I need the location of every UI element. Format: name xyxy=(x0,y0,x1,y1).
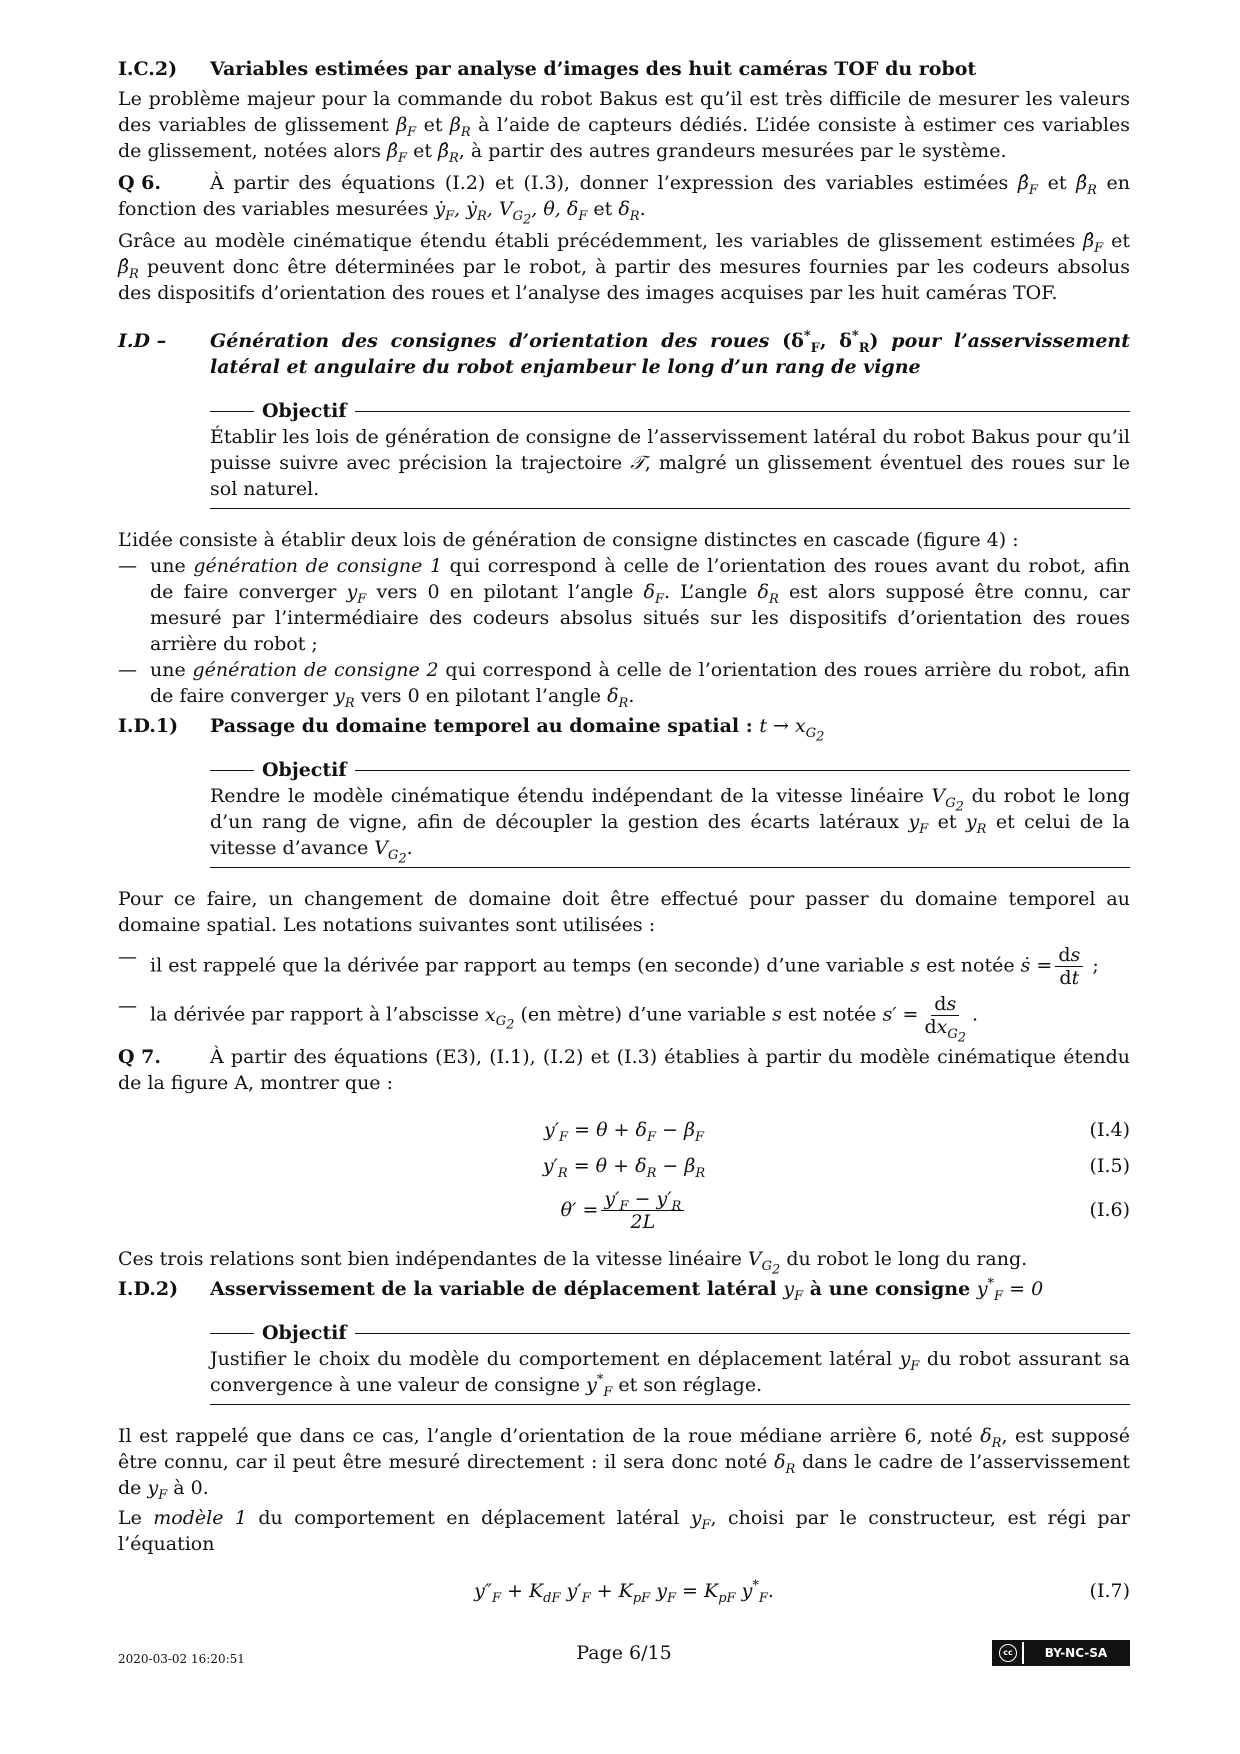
paragraph-rear-wheel: Il est rappelé que dans ce cas, l’angle d’orientation de la roue médiane arrière 6, noté $\delta_R$, est supposé être connu, car il peut être mesuré directement : il sera donc noté $\delta_R$ dans le cadre de l’asservissement de $y_F$ à 0. xyxy=(118,1425,1130,1504)
objective-box-2: Objectif Rendre le modèle cinématique étendu indépendant de la vitesse linéaire $V_{G_2}$ du robot le long d’un rang de vigne, afin de découpler la gestion des écarts latéraux $y_F$ et $y_R$ et celui de la vitesse d’avance $V_{G_2}$. xyxy=(210,759,1130,867)
part-heading-id: I.D – Génération des consignes d’orientation des roues ($\delta^*_F$, $\delta^*_R$) pour l’asservissement latéral et angulaire du robot enjambeur le long d’un rang de vigne xyxy=(118,328,1131,378)
equation-i6: θ′ = $\frac{y'_F - y'_R}{2L}$ (I.6) xyxy=(560,1187,1130,1233)
page-number: Page 6/15 xyxy=(576,1642,672,1664)
equation-i7: $y''_F + K_{dF}$ $y'_F + K_{pF}$ $y_F = K_{pF}$ $y^*_F$. (I.7) xyxy=(474,1579,1130,1607)
cc-icon: cc xyxy=(994,1642,1022,1664)
objective-label: Objectif xyxy=(262,759,347,781)
list-item: — une génération de consigne 2 qui correspond à celle de l’orientation des roues arrière du robot, afin de faire converger $y_R$ vers 0 en pilotant l’angle $\delta_R$. xyxy=(118,659,1131,711)
objective-box-1: Objectif Établir les lois de génération de consigne de l’asservissement latéral du robot Bakus pour qu’il puisse suivre avec précision la trajectoire 𝒯, malgré un glissement éventuel des roues sur le sol naturel. xyxy=(210,398,1130,509)
paragraph-slip-variables: Le problème majeur pour la commande du robot Bakus est qu’il est très difficile de mesurer les valeurs des variables de glissement $\beta_F$ et $\beta_R$ à l’aide de capteurs dédiés. L’idée consiste à estimer ces variables de glissement, notées alors $\betâ_F$ et $\betâ_R$, à partir des autres grandeurs mesurées par le système. xyxy=(118,88,1130,166)
question-6: Q 6. À partir des équations (I.2) et (I.3), donner l’expression des variables estimées $\betâ_F$ et $\betâ_R$ en fonction des variables mesurées ẏ$_F$, ẏ$_R$, $V_{G_2}$, θ, $\delta_F$ et $\delta_R$. xyxy=(118,172,1130,228)
section-heading-ic2: I.C.2) Variables estimées par analyse d’images des huit caméras TOF du robot xyxy=(118,58,977,80)
document-page xyxy=(118,56,1130,1609)
list-item: — il est rappelé que la dérivée par rapport au temps (en seconde) d’une variable s est notée ṡ = $\frac{ds}{dt}$ ; xyxy=(118,944,1099,989)
timestamp: 2020-03-02 16:20:51 xyxy=(118,1652,245,1666)
section-heading-id2: I.D.2) Asservissement de la variable de déplacement latéral $y_F$ à une consigne $y^*_F = 0$ xyxy=(118,1277,1044,1305)
list-item: — une génération de consigne 1 qui correspond à celle de l’orientation des roues avant du robot, afin de faire converger $y_F$ vers 0 en pilotant l’angle $\delta_F$. L’angle $\delta_R$ est alors supposé être connu, car mesuré par l’intermédiaire des codeurs absolus situés sur les dispositifs d’orientation des roues arrière du robot ; xyxy=(118,555,1130,655)
objective-box-3: Objectif Justifier le choix du modèle du comportement en déplacement latéral $y_F$ du robot assurant sa convergence à une valeur de consigne $y^*_F$ et son réglage. xyxy=(210,1320,1130,1405)
paragraph-model-1: Le modèle 1 du comportement en déplacement latéral $y_F$, choisi par le constructeur, est régi par l’équation xyxy=(118,1507,1131,1556)
objective-label: Objectif xyxy=(262,1322,347,1345)
list-item: — la dérivée par rapport à l’abscisse $x_{G_2}$ (en mètre) d’une variable s est notée s′ = $\frac{ds}{dx_{G_2}}$ . xyxy=(118,993,979,1046)
objective-label: Objectif xyxy=(262,400,347,422)
page-footer xyxy=(118,1640,1130,1666)
paragraph-cascade: L’idée consiste à établir deux lois de génération de consigne distinctes en cascade (figure 4) : xyxy=(118,529,1019,551)
cc-license-badge xyxy=(992,1640,1130,1666)
equation-block xyxy=(118,1112,1130,1236)
equation-i4: $y'_F = \theta + \delta_F - \beta_F$ (I.4) xyxy=(543,1119,1130,1146)
question-7: Q 7. À partir des équations (E3), (I.1), (I.2) et (I.3) établies à partir du modèle cinématique étendu de la figure A, montrer que : xyxy=(118,1046,1130,1095)
paragraph-independent: Ces trois relations sont bien indépendantes de la vitesse linéaire $V_{G_2}$ du robot le long du rang. xyxy=(118,1248,1028,1278)
section-heading-id1: I.D.1) Passage du domaine temporel au domaine spatial : $t \to x_{G_2}$ xyxy=(118,715,825,745)
paragraph-estimated-variables: Grâce au modèle cinématique étendu établi précédemment, les variables de glissement estimées $\betâ_F$ et $\betâ_R$ peuvent donc être déterminées par le robot, à partir des mesures fournies par les codeurs absolus des dispositifs d’orientation des roues et l’analyse des images acquises par les huit caméras TOF. xyxy=(118,230,1130,304)
equation-i5: $y'_R = \theta + \delta_R - \beta_R$ (I.5) xyxy=(542,1155,1130,1182)
paragraph-domain-change: Pour ce faire, un changement de domaine doit être effectué pour passer du domaine temporel au domaine spatial. Les notations suivantes sont utilisées : xyxy=(118,888,1130,936)
license-label: BY-NC-SA xyxy=(1024,1642,1128,1664)
